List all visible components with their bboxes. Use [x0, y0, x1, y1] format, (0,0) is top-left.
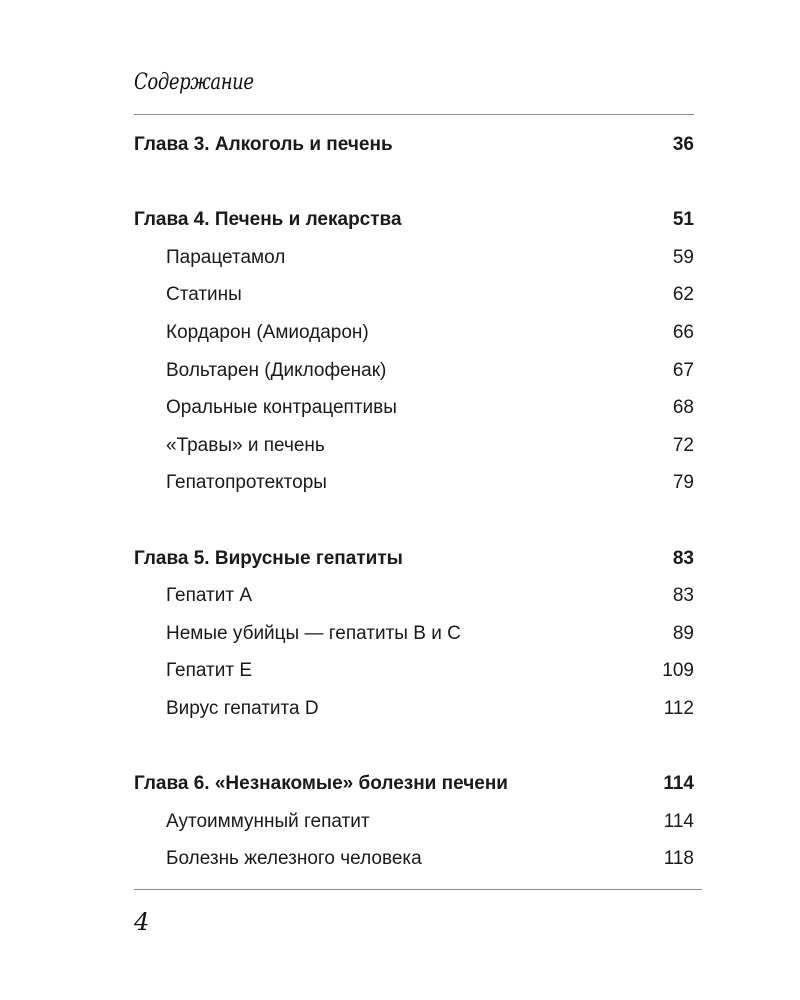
toc-label: Болезнь железного человека [166, 848, 422, 870]
toc-entry[interactable] [134, 239, 694, 277]
toc-page-number: 67 [672, 359, 694, 381]
toc-page-number: 89 [672, 622, 694, 644]
toc-page-number: 62 [672, 284, 694, 306]
toc-entry[interactable] [134, 690, 694, 728]
toc-label: Вольтарен (Диклофенак) [166, 359, 387, 381]
toc-page-number: 79 [672, 472, 694, 494]
toc-page-number: 109 [662, 660, 694, 682]
page-header-title: Содержание [134, 70, 254, 95]
toc-page-number: 51 [672, 209, 694, 231]
toc-label: Кордарон (Амиодарон) [166, 321, 369, 343]
toc-entry[interactable] [134, 352, 694, 390]
toc-page-number: 36 [672, 134, 694, 155]
toc-page-number: 59 [672, 246, 694, 268]
footer-divider [134, 889, 702, 890]
toc-page-number: 68 [672, 397, 694, 419]
toc-label: Глава 3. Алкоголь и печень [134, 134, 393, 155]
toc-page-number: 83 [672, 585, 694, 607]
page-number: 4 [134, 908, 150, 936]
toc-page-number: 114 [663, 810, 694, 832]
toc-entry[interactable] [134, 464, 694, 502]
toc-chapter[interactable] [134, 540, 694, 578]
toc-label: Статины [166, 284, 242, 306]
toc-spacer [134, 164, 694, 202]
toc-entry[interactable] [134, 276, 694, 314]
toc-entry[interactable] [134, 615, 694, 653]
table-of-contents [134, 126, 694, 878]
toc-label: Глава 6. «Незнакомые» болезни печени [134, 773, 508, 795]
toc-label: Гепатит А [166, 585, 252, 607]
toc-label: Парацетамол [166, 246, 286, 268]
toc-label: Гепатит Е [166, 660, 252, 682]
toc-label: «Травы» и печень [166, 434, 325, 456]
toc-page-number: 118 [663, 848, 694, 870]
toc-page-number: 112 [663, 697, 694, 719]
toc-label: Оральные контрацептивы [166, 397, 397, 419]
toc-label: Гепатопротекторы [166, 472, 327, 494]
toc-entry[interactable] [134, 314, 694, 352]
toc-entry[interactable] [134, 652, 694, 690]
toc-page-number: 72 [672, 434, 694, 456]
toc-page-number: 66 [672, 321, 694, 343]
header-divider [134, 114, 694, 115]
toc-page-number: 83 [672, 547, 694, 569]
toc-entry[interactable] [134, 577, 694, 615]
toc-label: Немые убийцы — гепатиты В и С [166, 622, 461, 644]
toc-entry[interactable] [134, 389, 694, 427]
toc-chapter[interactable] [134, 765, 694, 803]
toc-page-number: 114 [663, 773, 694, 795]
toc-spacer [134, 728, 694, 766]
toc-label: Аутоиммунный гепатит [166, 810, 370, 832]
toc-chapter[interactable] [134, 201, 694, 239]
toc-entry[interactable] [134, 427, 694, 465]
toc-spacer [134, 502, 694, 540]
toc-entry[interactable] [134, 840, 694, 878]
toc-entry[interactable] [134, 803, 694, 841]
toc-chapter[interactable] [134, 126, 694, 164]
toc-label: Глава 4. Печень и лекарства [134, 209, 402, 231]
toc-label: Вирус гепатита D [166, 697, 319, 719]
toc-label: Глава 5. Вирусные гепатиты [134, 547, 403, 569]
